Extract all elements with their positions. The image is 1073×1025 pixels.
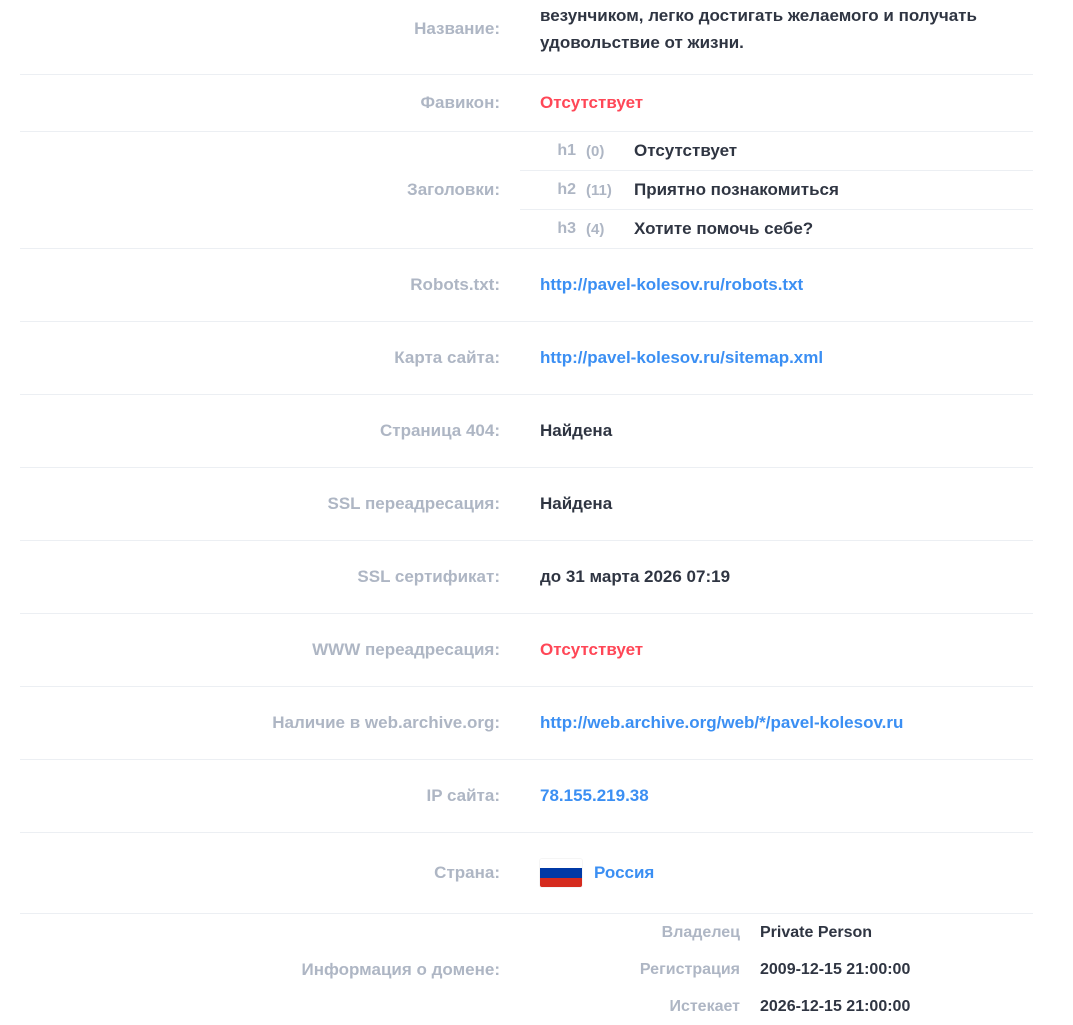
row-label-headings: Заголовки:: [407, 180, 500, 199]
heading-item-h3: [520, 210, 1033, 248]
heading-tag: h3: [557, 220, 576, 237]
domain-info-expires: [520, 988, 1033, 1025]
table-row-domain-info: [20, 914, 1033, 1025]
row-label-www-redirect: WWW переадресация:: [312, 640, 500, 659]
domain-info-key: Истекает: [669, 997, 740, 1015]
row-value-country: [520, 833, 1033, 913]
table-row-page404: [20, 395, 1033, 468]
heading-count: (4): [586, 220, 605, 238]
domain-info-key: Регистрация: [639, 960, 740, 978]
domain-info-value: 2009-12-15 21:00:00: [760, 960, 911, 978]
ip-link[interactable]: 78.155.219.38: [540, 786, 649, 805]
table-row-ssl-cert: [20, 541, 1033, 614]
domain-info-subtable: [520, 914, 1033, 1025]
table-row-www-redirect: [20, 614, 1033, 687]
row-value-robots: [520, 249, 1033, 321]
row-label-ssl-cert: SSL сертификат:: [357, 567, 500, 586]
site-info-table: [20, 0, 1033, 1025]
row-value-favicon: Отсутствует: [540, 93, 644, 112]
row-label-title: Название:: [414, 19, 500, 38]
row-value-title: везунчиком, легко достигать желаемого и получать удовольствие от жизни.: [540, 6, 977, 52]
heading-count: (0): [586, 142, 605, 160]
domain-info-registration: [520, 951, 1033, 988]
web-archive-link[interactable]: http://web.archive.org/web/*/pavel-kolesov.ru: [540, 713, 904, 732]
heading-tag: h2: [557, 181, 576, 198]
row-label-favicon: Фавикон:: [420, 93, 500, 112]
country-label: Россия: [594, 863, 655, 882]
domain-info-value: 2026-12-15 21:00:00: [760, 997, 911, 1015]
heading-item-h1: [520, 132, 1033, 171]
heading-text: Хотите помочь себе?: [634, 219, 814, 238]
flag-russia-icon: [540, 859, 582, 887]
domain-info-owner: [520, 914, 1033, 951]
row-value-sitemap: [520, 322, 1033, 394]
heading-tag: h1: [557, 142, 576, 159]
domain-info-value: Private Person: [760, 923, 873, 941]
row-value-ssl-cert: до 31 марта 2026 07:19: [540, 567, 731, 586]
heading-text: Приятно познакомиться: [634, 180, 839, 199]
table-row-ip: [20, 760, 1033, 833]
row-label-ip: IP сайта:: [426, 786, 500, 805]
heading-count: (11): [586, 181, 612, 199]
row-value-page404: Найдена: [540, 421, 613, 440]
row-label-country: Страна:: [434, 863, 500, 882]
row-label-sitemap: Карта сайта:: [394, 348, 500, 367]
row-value-ip: [520, 760, 1033, 832]
sitemap-link[interactable]: http://pavel-kolesov.ru/sitemap.xml: [540, 348, 824, 367]
row-label-domain-info: Информация о домене:: [301, 959, 500, 979]
table-row-headings: [20, 132, 1033, 249]
heading-item-h2: [520, 171, 1033, 210]
table-row-title: [20, 0, 1033, 75]
robots-link[interactable]: http://pavel-kolesov.ru/robots.txt: [540, 275, 804, 294]
row-label-ssl-redirect: SSL переадресация:: [327, 494, 500, 513]
headings-subtable: [520, 132, 1033, 248]
row-value-ssl-redirect: Найдена: [540, 494, 613, 513]
row-label-page404: Страница 404:: [379, 421, 500, 440]
table-row-country: [20, 833, 1033, 914]
domain-info-key: Владелец: [661, 923, 740, 941]
row-label-web-archive: Наличие в web.archive.org:: [272, 713, 500, 732]
heading-text: Отсутствует: [634, 141, 738, 160]
table-row-ssl-redirect: [20, 468, 1033, 541]
row-label-robots: Robots.txt:: [410, 275, 500, 294]
table-row-robots: [20, 249, 1033, 322]
row-value-web-archive: [520, 687, 1033, 759]
row-value-www-redirect: Отсутствует: [540, 640, 644, 659]
table-row-sitemap: [20, 322, 1033, 395]
table-row-favicon: [20, 75, 1033, 132]
table-row-web-archive: [20, 687, 1033, 760]
